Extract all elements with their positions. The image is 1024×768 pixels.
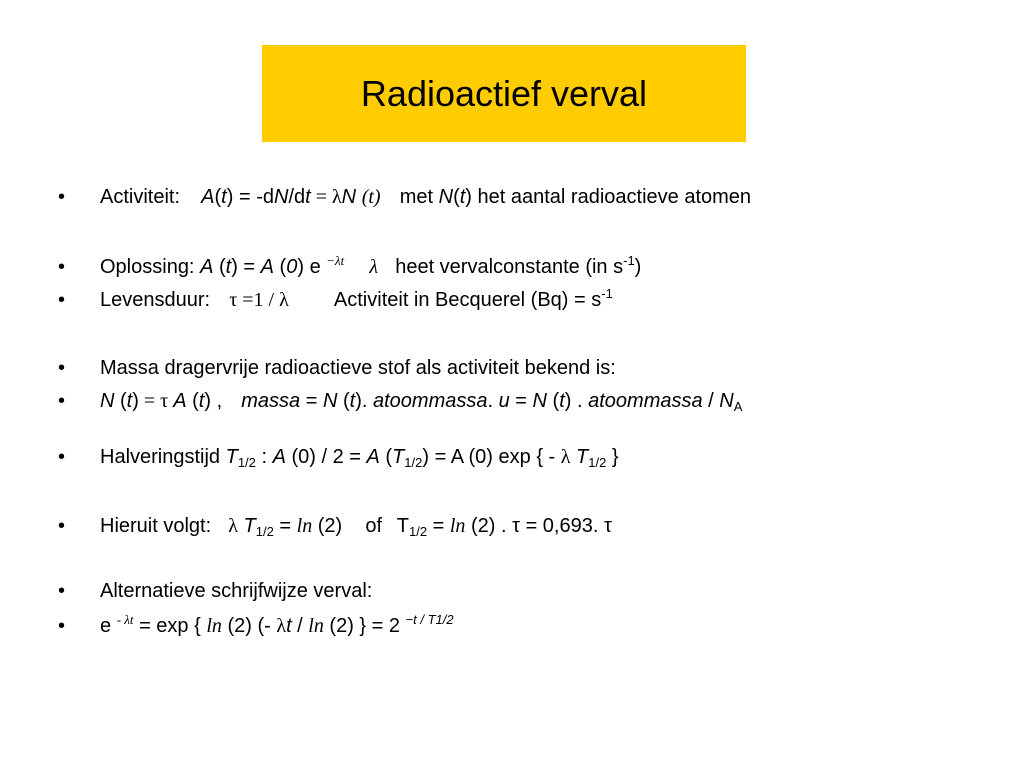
- bullet-icon: •: [58, 515, 66, 537]
- bullet-icon: •: [58, 615, 66, 637]
- bullet-list: [58, 0, 998, 768]
- slide-title: Radioactief verval: [360, 72, 648, 114]
- bullet-icon: •: [58, 446, 66, 468]
- line-hieruit-volgt: Hieruit volgt: λ $T_{1/2} = \ln (2)$ of $T_{1/2} = \ln (2)$ . τ = 0,693. τ: [100, 515, 612, 539]
- bullet-icon: •: [58, 357, 66, 379]
- line-levensduur: Levensduur: τ =1 / λ Activiteit in Becquerel $(Bq) = s^{-1}$: [100, 286, 613, 311]
- line-massa-formula: N (t) = τ A (t) , massa = N (t). atoommassa. u = N (t) . atoommassa / $N_A$: [100, 390, 743, 414]
- line-massa-intro: Massa dragervrije radioactieve stof als activiteit bekend is:: [100, 357, 616, 379]
- bullet-icon: •: [58, 256, 66, 278]
- bullet-icon: •: [58, 186, 66, 208]
- line-oplossing: Oplossing: A (t) = A (0) e $^{-\lambda t}$ λ heet vervalconstante (in $s^{-1}$): [100, 253, 642, 278]
- line-alternatief-intro: Alternatieve schrijfwijze verval:: [100, 580, 373, 602]
- bullet-icon: •: [58, 390, 66, 412]
- line-activiteit: Activiteit: A(t) = -dN/dt = λN (t) met N(t) het aantal radioactieve atomen: [100, 186, 752, 208]
- bullet-icon: •: [58, 289, 66, 311]
- line-alternatief-formula: e $^{- \lambda t}$ = exp { ln (2) (- λt / ln (2) } = 2 $^{-t / T1/2}$: [100, 612, 454, 637]
- line-halveringstijd: Halveringstijd $T_{1/2}$ : A (0) / 2 = A $(T_{1/2}) = A$ (0) exp { - λ $T_{1/2}$ }: [100, 446, 619, 470]
- bullet-icon: •: [58, 580, 66, 602]
